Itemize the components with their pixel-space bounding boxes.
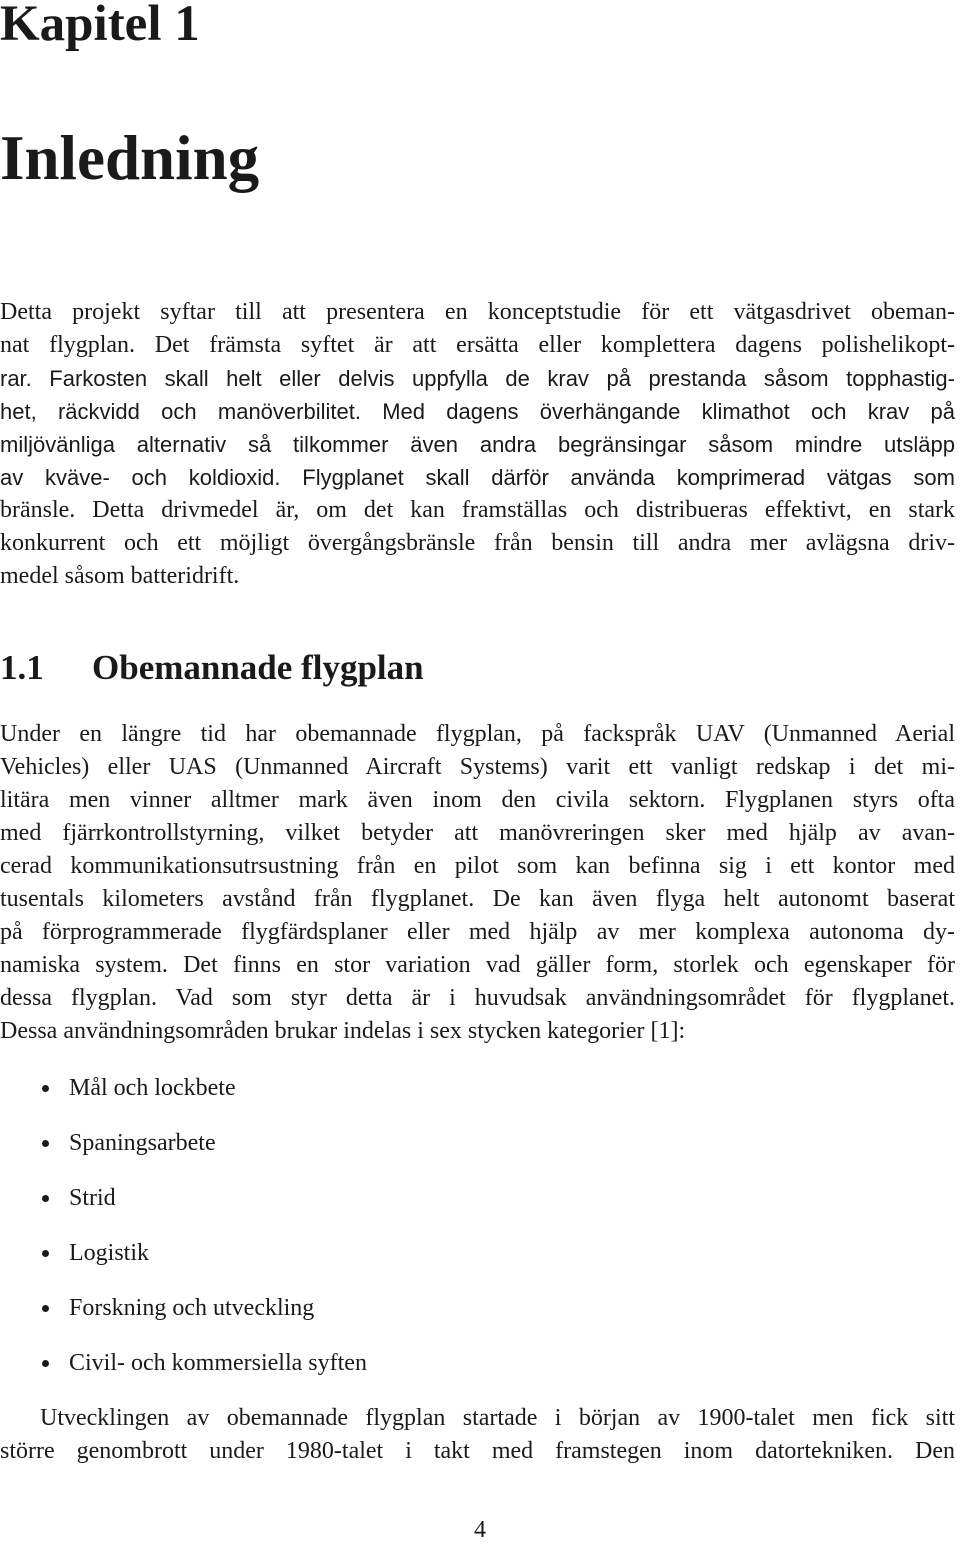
list-item — [0, 1292, 367, 1347]
intro-line: Detta projekt syftar till att presentera en konceptstudie för ett vätgasdrivet obeman- — [0, 299, 955, 325]
intro-line: nat flygplan. Det främsta syftet är att ersätta eller komplettera dagens polishelikopt- — [0, 332, 955, 358]
section-line: Under en längre tid har obemannade flygplan, på fackspråk UAV (Unmanned Aerial — [0, 721, 955, 747]
list-item — [0, 1072, 367, 1127]
intro-line: het, räckvidd och manöverbilitet. Med dagens överhängande klimathot och krav på — [0, 399, 955, 424]
section-paragraph — [0, 718, 955, 1048]
page-number: 4 — [474, 1517, 486, 1543]
list-item-label: Civil- och kommersiella syften — [69, 1350, 367, 1376]
continuation-line: Utvecklingen av obemannade flygplan startade i början av 1900-talet men fick sitt — [40, 1405, 955, 1431]
section-line: med fjärrkontrollstyrning, vilket betyder att manövreringen sker med hjälp av avan- — [0, 820, 955, 846]
intro-line: bränsle. Detta drivmedel är, om det kan framställas och distribueras effektivt, en stark — [0, 497, 955, 523]
intro-line: konkurrent och ett möjligt övergångsbränsle från bensin till andra mer avlägsna driv- — [0, 530, 955, 556]
list-item-label: Forskning och utveckling — [69, 1295, 315, 1321]
section-line: på förprogrammerade flygfärdsplaner eller med hjälp av mer komplexa autonoma dy- — [0, 919, 955, 945]
section-line: cerad kommunikationsutrsustning från en pilot som kan befinna sig i ett kontor med — [0, 853, 955, 879]
continuation-line: större genombrott under 1980-talet i takt med framstegen inom datortekniken. Den — [0, 1438, 955, 1464]
list-item — [0, 1347, 367, 1402]
section-line: litära men vinner alltmer mark även inom den civila sektorn. Flygplanen styrs ofta — [0, 787, 955, 813]
intro-line: av kväve- och koldioxid. Flygplanet skall därför använda komprimerad vätgas som — [0, 465, 955, 490]
list-item — [0, 1237, 367, 1292]
list-item-label: Spaningsarbete — [69, 1130, 216, 1156]
section-heading — [0, 646, 424, 690]
list-item-label: Logistik — [69, 1240, 150, 1266]
section-line: tusentals kilometers avstånd från flygplanet. De kan även flyga helt autonomt baserat — [0, 886, 955, 912]
section-line: namiska system. Det finns en stor variation vad gäller form, storlek och egenskaper för — [0, 952, 955, 978]
category-list — [0, 1072, 367, 1402]
chapter-label: Kapitel 1 — [0, 0, 200, 52]
intro-line: miljövänliga alternativ så tilkommer även andra begränsingar såsom mindre utsläpp — [0, 432, 955, 457]
chapter-title: Inledning — [0, 123, 260, 193]
intro-line: rar. Farkosten skall helt eller delvis uppfylla de krav på prestanda såsom topphastig- — [0, 366, 955, 391]
bullet-icon — [42, 1305, 49, 1312]
section-title: Obemannade flygplan — [92, 648, 424, 687]
section-line: Dessa användningsområden brukar indelas i sex stycken kategorier [1]: — [0, 1018, 686, 1044]
bullet-icon — [42, 1085, 49, 1092]
intro-paragraph — [0, 296, 955, 593]
bullet-icon — [42, 1140, 49, 1147]
list-item-label: Mål och lockbete — [69, 1075, 236, 1101]
section-number: 1.1 — [0, 648, 44, 687]
list-item — [0, 1127, 367, 1182]
list-item-label: Strid — [69, 1185, 116, 1211]
intro-line: medel såsom batteridrift. — [0, 563, 240, 589]
bullet-icon — [42, 1250, 49, 1257]
section-line: Vehicles) eller UAS (Unmanned Aircraft Systems) varit ett vanligt redskap i det mi- — [0, 754, 955, 780]
continuation-paragraph — [0, 1402, 955, 1468]
list-item — [0, 1182, 367, 1237]
bullet-icon — [42, 1195, 49, 1202]
bullet-icon — [42, 1360, 49, 1367]
section-line: dessa flygplan. Vad som styr detta är i huvudsak användningsområdet för flygplanet. — [0, 985, 955, 1011]
